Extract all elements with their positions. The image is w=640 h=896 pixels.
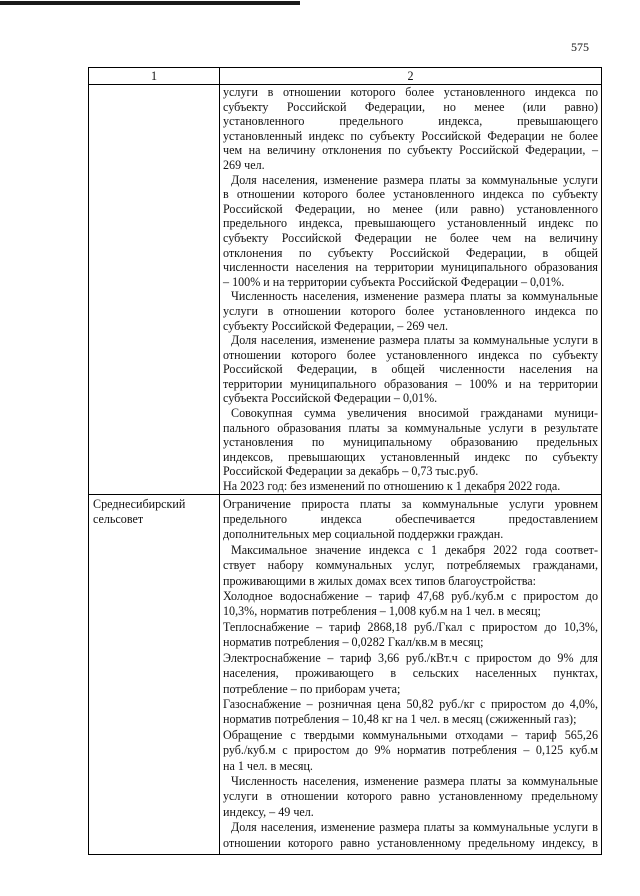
text-line: Ограничение прироста платы за коммунальные услуги уровнем [223,496,598,511]
paragraph [223,479,598,494]
text-line: 269 чел. [223,157,265,172]
paragraph [223,820,598,851]
text-line: 10,3%, норматив потребления – 1,008 куб.м на 1 чел. в месяц; [223,604,541,619]
text-line: субъекту Российской Федерации не более чем на величину [223,230,598,245]
text-line: Доля населения, изменение размера платы за коммунальные услуги в [231,333,598,348]
text-line: Доля населения, изменение размера платы за коммунальные услуги в [231,820,598,835]
table-header-row [89,68,601,84]
text-line: проживающими в жилых домах всех типов благоустройства: [223,573,537,588]
text-line: дополнительных мер социальной поддержки граждан. [223,527,504,542]
paragraph [223,589,598,620]
text-line: установления по муниципальному образованию предельных [223,435,598,450]
text-line: индексов, превышающих установленный индекс по субъекту [223,449,598,464]
text-line: чем на величину отклонения по субъекту Российской Федерации, – [223,143,598,158]
header-cell-1: 1 [89,68,220,84]
text-line: Электроснабжение – тариф 3,66 руб./кВт.ч с приростом до 9% для [223,650,598,665]
text-line: отношении которого более установленного индекса по субъекту [223,347,598,362]
text-line: ствует набору коммунальных услуг, потребляемых гражданами, [223,558,598,573]
text-line: предельного индекса обеспечивается предоставлением [223,512,598,527]
paragraph [223,543,598,589]
text-line: потребление – по приборам учета; [223,681,401,696]
text-line: услуги в отношении которого более установленного индекса по [223,85,598,99]
paragraph [223,620,598,651]
text-line: субъекту Российской Федерации, но менее (или равно) [223,99,598,114]
text-line: Теплоснабжение – тариф 2868,18 руб./Гкал с приростом до 10,3%, [223,619,598,634]
municipality-cell [89,495,220,854]
paragraph [223,333,598,406]
text-line: Газоснабжение – розничная цена 50,82 руб./кг с приростом до 4,0%, [223,696,598,711]
municipality-cell [89,85,220,494]
paragraph [223,406,598,479]
text-line: услуги в отношении которого равно установленному предельному [223,789,598,804]
paragraph [223,289,598,333]
text-line: норматив потребления – 10,48 кг на 1 чел. в месяц (сжиженный газ); [223,712,577,727]
text-line: норматив потребления – 0,0282 Гкал/кв.м в месяц; [223,635,484,650]
text-line: субъекту Российской Федерации, – 269 чел. [223,318,449,333]
scan-edge-bar [0,1,300,5]
text-line: пального образования платы за коммунальные услуги в результате [223,420,598,435]
page-number: 575 [571,40,589,54]
paragraph [223,651,598,697]
text-line: численности населения на территории муниципального образования [223,260,598,275]
text-line: на 1 чел. в месяц. [223,758,313,773]
data-table [88,67,602,855]
text-line: Холодное водоснабжение – тариф 47,68 руб./куб.м с приростом до [223,589,598,604]
text-line: населения, проживающего в сельских населенных пунктах, [223,666,598,681]
text-line: индексу, – 49 чел. [223,804,314,819]
description-cell [220,495,601,854]
text-line: установленного предельного индекса, превышающего [223,114,598,129]
text-line: Численность населения, изменение размера платы за коммунальные [231,773,598,788]
text-line: предельного индекса, превышающего установленный индекс по [223,216,598,231]
text-line: Совокупная сумма увеличения вносимой гражданами муници- [231,406,598,421]
text-line: Максимальное значение индекса с 1 декабря 2022 года соответ- [231,542,598,557]
text-line: отношении которого равно установленному предельному индексу, в [223,835,598,850]
paragraph [223,728,598,774]
text-line: Российской Федерации, но менее (или равно) установленного [223,201,598,216]
header-cell-2: 2 [407,69,414,83]
text-line: установленный индекс по субъекту Российской Федерации не более [223,128,598,143]
municipality-name-line: Среднесибирский [93,496,186,511]
text-line: услуги в отношении которого более установленного индекса по [223,303,598,318]
text-line: Численность населения, изменение размера платы за коммунальные [231,289,598,304]
description-cell [220,85,601,494]
text-line: субъекта Российской Федерации – 0,01%. [223,391,438,406]
text-line: в отношении которого более установленного индекса по субъекту [223,187,598,202]
table-row [89,494,601,854]
text-line: Обращение с твердыми коммунальными отходами – тариф 565,26 [223,727,598,742]
paragraph [223,497,598,543]
paragraph [223,697,598,728]
text-line: Российской Федерации, в общей численности населения на [223,362,598,377]
paragraph [223,774,598,820]
municipality-name-line: сельсовет [93,512,144,527]
text-line: Российской Федерации за декабрь – 0,73 тыс.руб. [223,464,479,479]
text-line: Доля населения, изменение размера платы за коммунальные услуги [231,172,598,187]
text-line: отклонения по субъекту Российской Федерации, в общей [223,245,598,260]
paragraph [223,173,598,290]
paragraph [223,85,598,173]
text-line: – 100% и на территории субъекта Российской Федерации – 0,01%. [223,274,565,289]
table-row [89,84,601,494]
text-line: руб./куб.м с приростом до 9% норматив потребления – 0,125 куб.м [223,743,598,758]
text-line: территории муниципального образования – 100% и на территории [223,376,598,391]
text-line: На 2023 год: без изменений по отношению к 1 декабря 2022 года. [223,479,561,494]
